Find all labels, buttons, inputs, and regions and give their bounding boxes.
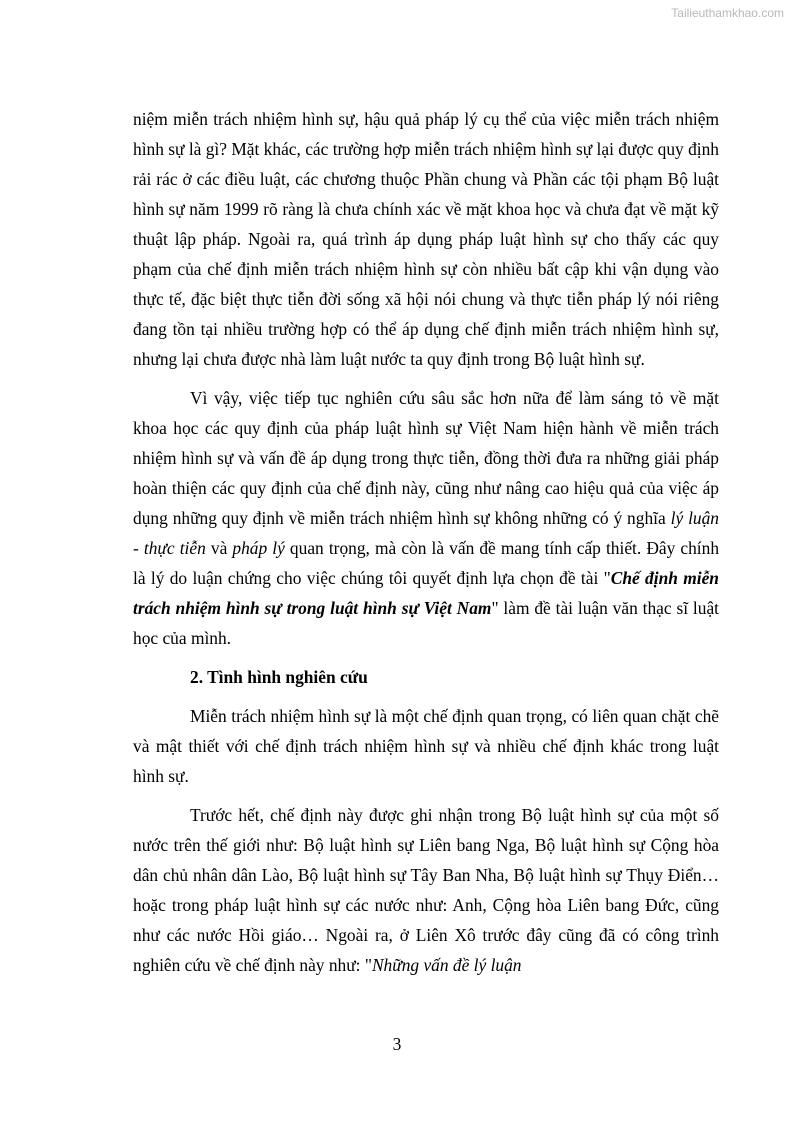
paragraph-2-text-a: Vì vậy, việc tiếp tục nghiên cứu sâu sắc hơn nữa để làm sáng tỏ về mặt khoa học các quy định của pháp luật hình sự Việt Nam hiện hành về miễn trách nhiệm hình sự và vấn đề áp dụng trong thực tiễn, đồng thời đưa ra những giải pháp hoàn thiện các quy định của chế định này, cũng như nâng cao hiệu quả của việc áp dụng những quy định về miễn trách nhiệm hình sự không những có ý nghĩa — [133, 388, 719, 528]
paragraph-2-text-b: và — [205, 538, 233, 558]
paragraph-1: niệm miễn trách nhiệm hình sự, hậu quả pháp lý cụ thể của việc miễn trách nhiệm hình sự là gì? Mặt khác, các trường hợp miễn trách nhiệm hình sự lại được quy định rải rác ở các điều luật, các chương thuộc Phần chung và Phần các tội phạm Bộ luật hình sự năm 1999 rõ ràng là chưa chính xác về mặt khoa học và chưa đạt về mặt kỹ thuật lập pháp. Ngoài ra, quá trình áp dụng pháp luật hình sự cho thấy các quy phạm của chế định miễn trách nhiệm hình sự còn nhiều bất cập khi vận dụng vào thực tế, đặc biệt thực tiễn đời sống xã hội nói chung và thực tiễn pháp lý nói riêng đang tồn tại nhiều trường hợp có thể áp dụng chế định miễn trách nhiệm hình sự, nhưng lại chưa được nhà làm luật nước ta quy định trong Bộ luật hình sự. — [133, 109, 719, 369]
paragraph-2 — [133, 383, 719, 653]
watermark: Tailieuthamkhao.com — [671, 6, 784, 20]
thesis-title: Chế định miễn trách nhiệm hình sự trong luật hình sự Việt Nam — [133, 568, 719, 618]
page-number: 3 — [392, 1034, 402, 1054]
paragraph-3: Miễn trách nhiệm hình sự là một chế định quan trọng, có liên quan chặt chẽ và mật thiết với chế định trách nhiệm hình sự và nhiều chế định khác trong luật hình sự. — [133, 706, 719, 786]
italic-phrase-legal: pháp lý — [232, 538, 285, 558]
italic-work-title: Những vấn đề lý luận — [371, 955, 522, 975]
document-body — [133, 104, 719, 980]
paragraph-2-text-c: quan trọng, mà còn là vấn đề mang tính cấp thiết. Đây chính là lý do luận chứng cho việc chúng tôi quyết định lựa chọn đề tài " — [133, 538, 720, 588]
italic-phrase-theory-practice: lý luận - thực tiễn — [133, 508, 719, 558]
paragraph-4-text: Trước hết, chế định này được ghi nhận trong Bộ luật hình sự của một số nước trên thế giới như: Bộ luật hình sự Liên bang Nga, Bộ luật hình sự Cộng hòa dân chủ nhân dân Lào, Bộ luật hình sự Tây Ban Nha, Bộ luật hình sự Thụy Điển… hoặc trong pháp luật hình sự các nước như: Anh, Cộng hòa Liên bang Đức, cũng như các nước Hồi giáo… Ngoài ra, ở Liên Xô trước đây cũng đã có công trình nghiên cứu về chế định này như: " — [133, 805, 719, 975]
paragraph-2-text-d: " làm đề tài luận văn thạc sĩ luật học của mình. — [133, 598, 719, 648]
section-heading: 2. Tình hình nghiên cứu — [190, 667, 368, 687]
paragraph-4 — [133, 800, 719, 980]
